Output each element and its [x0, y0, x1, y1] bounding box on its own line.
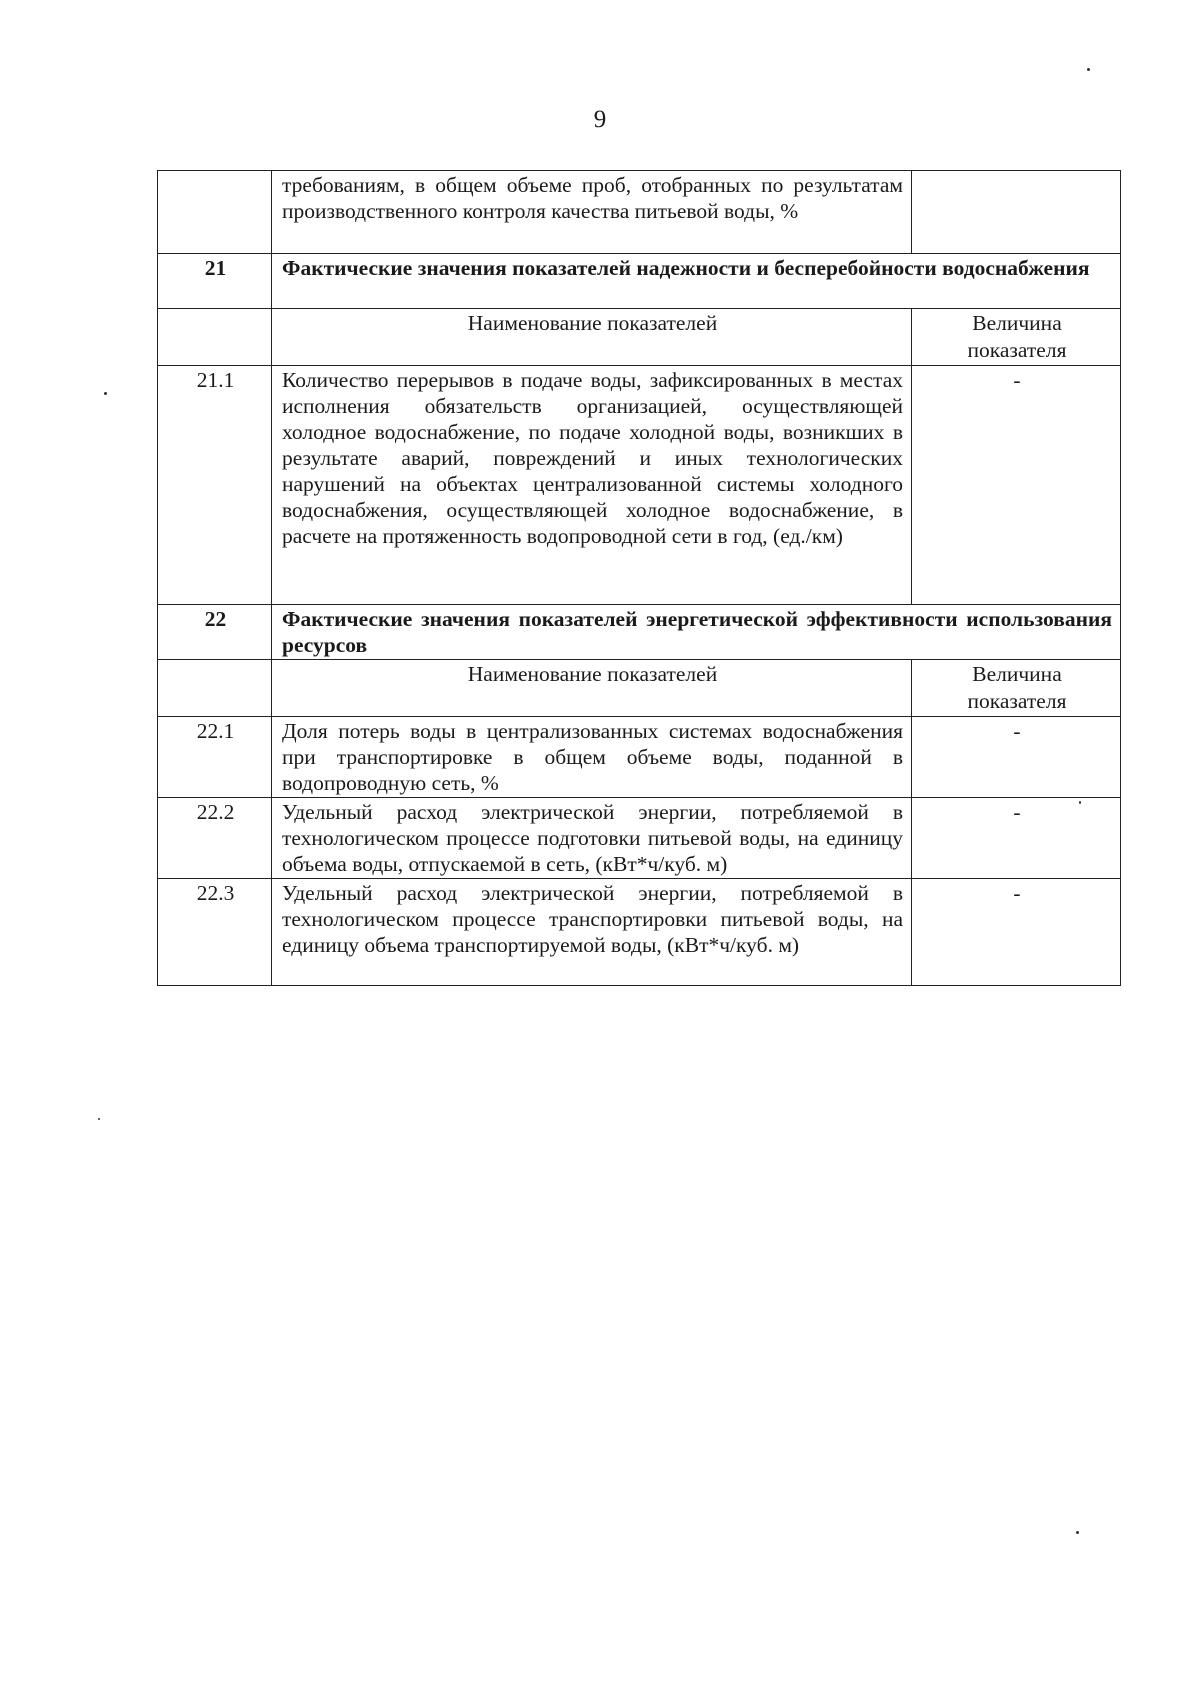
- section-row-22: [158, 605, 1121, 660]
- header-row-21: [158, 309, 1121, 366]
- section-number-cell: 21: [158, 254, 272, 309]
- indicator-value-cell: -: [912, 798, 1121, 879]
- table-row-22-3: [158, 879, 1121, 986]
- row-number-cell: 21.1: [158, 366, 272, 605]
- table-row-continuation: [158, 171, 1121, 254]
- header-row-22: [158, 660, 1121, 717]
- empty-header-cell: [158, 309, 272, 366]
- scan-speck: [1087, 68, 1090, 71]
- indicator-value-cell: -: [912, 717, 1121, 798]
- row-number-cell: 22.2: [158, 798, 272, 879]
- indicator-value-cell: -: [912, 366, 1121, 605]
- row-number-cell: [158, 171, 272, 254]
- section-number-cell: 22: [158, 605, 272, 660]
- indicator-name-cell: Удельный расход электрической энергии, потребляемой в технологическом процессе подготовки питьевой воды, на единицу объема воды, отпускаемой в сеть, (кВт*ч/куб. м): [272, 798, 912, 879]
- scan-speck: [1079, 801, 1081, 804]
- table-row-22-2: [158, 798, 1121, 879]
- row-number-cell: 22.3: [158, 879, 272, 986]
- empty-header-cell: [158, 660, 272, 717]
- header-value-cell: Величина показателя: [912, 309, 1121, 366]
- indicators-table: [157, 170, 1121, 986]
- header-name-cell: Наименование показателей: [272, 309, 912, 366]
- scan-speck: [104, 392, 107, 395]
- indicator-name-cell: требованиям, в общем объеме проб, отобранных по результатам производственного контроля качества питьевой воды, %: [272, 171, 912, 254]
- scan-speck: [98, 1118, 100, 1120]
- table-row-21-1: [158, 366, 1121, 605]
- row-number-cell: 22.1: [158, 717, 272, 798]
- page-number: 9: [593, 106, 607, 133]
- section-title-cell: Фактические значения показателей энергетической эффективности использования ресурсов: [272, 605, 1121, 660]
- indicator-value-cell: [912, 171, 1121, 254]
- table-row-22-1: [158, 717, 1121, 798]
- indicator-name-cell: Удельный расход электрической энергии, потребляемой в технологическом процессе транспортировки питьевой воды, на единицу объема транспортируемой воды, (кВт*ч/куб. м): [272, 879, 912, 986]
- indicator-value-cell: -: [912, 879, 1121, 986]
- section-title-cell: Фактические значения показателей надежности и бесперебойности водоснабжения: [272, 254, 1121, 309]
- header-name-cell: Наименование показателей: [272, 660, 912, 717]
- scan-speck: [1076, 1531, 1079, 1534]
- section-row-21: [158, 254, 1121, 309]
- indicator-name-cell: Количество перерывов в подаче воды, зафиксированных в местах исполнения обязательств организацией, осуществляющей холодное водоснабжение, по подаче холодной воды, возникших в результате аварий, повреждений и иных технологических нарушений на объектах централизованной системы холодного водоснабжения, осуществляющей холодное водоснабжение, в расчете на протяженность водопроводной сети в год, (ед./км): [272, 366, 912, 605]
- header-value-cell: Величина показателя: [912, 660, 1121, 717]
- indicator-name-cell: Доля потерь воды в централизованных системах водоснабжения при транспортировке в общем объеме воды, поданной в водопроводную сеть, %: [272, 717, 912, 798]
